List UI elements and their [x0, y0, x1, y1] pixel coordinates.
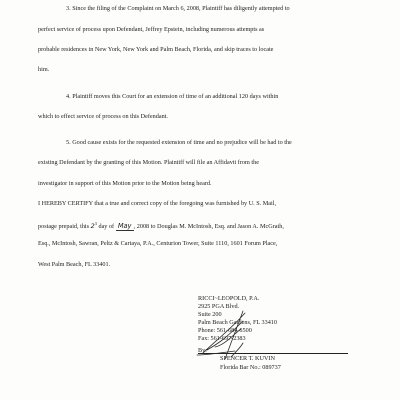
- handwritten-day: 2: [90, 222, 95, 231]
- firm-address-line-1: 2925 PGA Blvd.: [198, 303, 240, 310]
- handwritten-signature: [185, 303, 275, 363]
- attorney-name: SPENCER T. KUVIN: [220, 355, 275, 362]
- handwritten-day-suffix: 3: [94, 221, 97, 226]
- certificate-line-2-start: postage prepaid, this: [38, 223, 91, 231]
- firm-city: Palm Beach Gardens, FL 33410: [198, 319, 277, 326]
- firm-phone: Phone: 561-684-6500: [198, 327, 252, 334]
- certificate-line-2-end: , 2008 to Douglas M. McIntosh, Esq. and Jason A. McGrath,: [133, 223, 284, 231]
- certificate-line-2: [38, 220, 284, 231]
- firm-fax: Fax: 561-697-2383: [198, 335, 246, 342]
- firm-address-line-2: Suite 200: [198, 311, 222, 318]
- paragraph-4-line-1: 4. Plaintiff moves this Court for an extension of time of an additional 120 days within: [66, 93, 279, 100]
- handwritten-month: May: [116, 223, 134, 231]
- paragraph-3-line-4: him.: [38, 66, 50, 73]
- certificate-day-of: day of: [96, 223, 116, 231]
- paragraph-5-line-2: existing Defendant by the granting of this Motion. Plaintiff will file an Affidavit from the: [38, 159, 259, 166]
- paragraph-5-line-1: 5. Good cause exists for the requested extension of time and no prejudice will be had to the: [66, 139, 292, 146]
- paragraph-3-line-2: perfect service of process upon Defendant, Jeffrey Epstein, including numerous attempts as: [38, 26, 265, 33]
- firm-name: RICCI~LEOPOLD, P.A.: [198, 295, 260, 302]
- by-label: By:: [198, 347, 207, 354]
- certificate-line-3: Esq., McIntosh, Sawran, Peltz & Cartaya, P.A., Centurion Tower, Suite 1110, 1601 Forum Place,: [38, 240, 278, 247]
- paragraph-5-line-3: investigator in support of this Motion prior to the Motion being heard.: [38, 180, 212, 187]
- paragraph-3-line-1: 3. Since the filing of the Complaint on March 6, 2008, Plaintiff has diligently attempted to: [66, 5, 290, 12]
- certificate-line-1: I HEREBY CERTIFY that a true and correct copy of the foregoing was furnished by U. S. Mail,: [38, 200, 277, 207]
- paragraph-3-line-3: probable residences in New York, New York and Palm Beach, Florida, and skip traces to locate: [38, 46, 274, 53]
- paragraph-4-line-2: which to effect service of process on this Defendant.: [38, 113, 168, 120]
- certificate-line-4: West Palm Beach, FL 33401.: [38, 261, 111, 268]
- bar-number: Florida Bar No.: 089737: [220, 364, 281, 371]
